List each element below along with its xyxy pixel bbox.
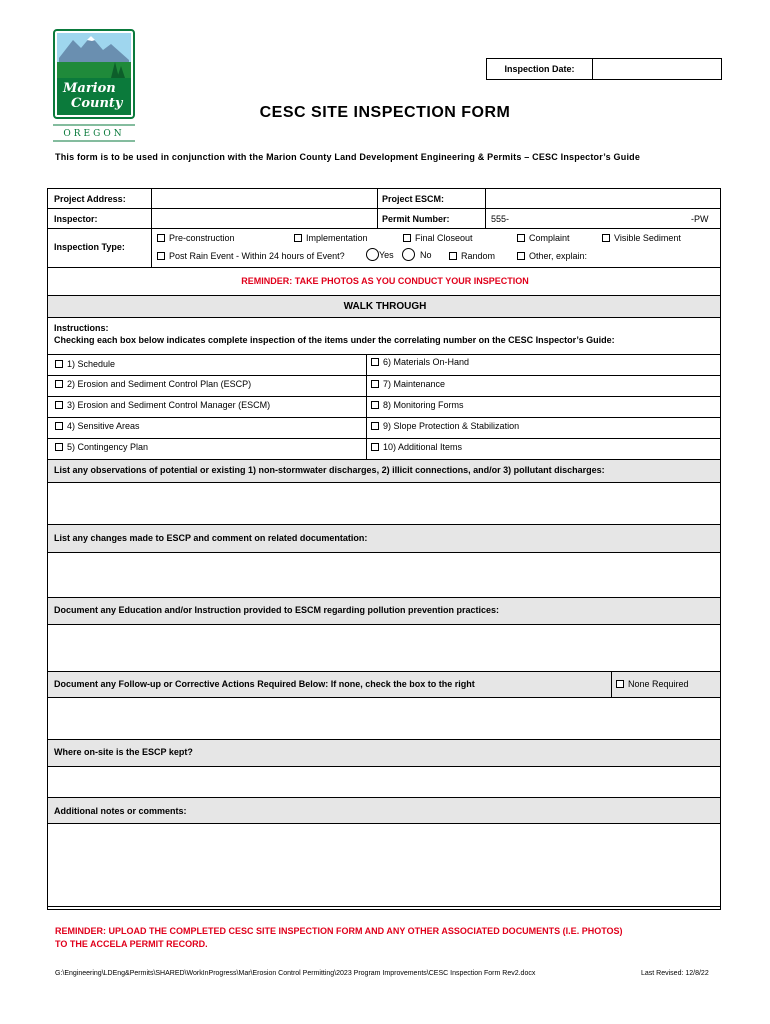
education-label: Document any Education and/or Instruction provided to ESCM regarding pollution prevention practices: [54,605,500,615]
permit-suffix: -PW [691,214,709,224]
type-implementation[interactable]: Implementation [294,233,368,243]
checkbox-icon[interactable] [55,360,63,368]
project-address-field[interactable] [152,189,377,208]
observations-label: List any observations of potential or existing 1) non-stormwater discharges, 2) illicit connections, and/or 3) pollutant discharges: [54,465,605,475]
marion-county-logo [51,28,137,146]
checkbox-icon[interactable] [371,380,379,388]
permit-prefix: 555- [491,214,510,224]
reminder-upload-line2: TO THE ACCELA PERMIT RECORD. [55,939,208,949]
checkbox-icon[interactable] [449,252,457,260]
checklist-item[interactable]: 8) Monitoring Forms [371,400,464,410]
inspection-date-label: Inspection Date: [487,59,593,79]
checklist-item[interactable]: 9) Slope Protection & Stabilization [371,421,519,431]
checkbox-icon[interactable] [157,234,165,242]
type-random[interactable]: Random [449,251,495,261]
type-post-rain[interactable]: Post Rain Event - Within 24 hours of Event? [157,251,345,261]
notes-field[interactable] [48,824,722,906]
radio-icon[interactable] [402,248,415,261]
checkbox-icon[interactable] [403,234,411,242]
svg-text:Marion: Marion [63,81,116,96]
inspector-label: Inspector: [54,214,98,224]
walk-through-heading: WALK THROUGH [343,301,427,312]
checkbox-icon[interactable] [371,443,379,451]
changes-label: List any changes made to ESCP and comment on related documentation: [54,533,368,543]
checkbox-icon[interactable] [55,422,63,430]
project-address-label: Project Address: [54,194,126,204]
post-rain-no[interactable]: No [402,248,432,261]
footer-path: G:\Engineering\LDEng&Permits\SHARED\WorkInProgress\Mar\Erosion Control Permitting\2023 Program Improvements\CESC Inspection Form Rev2.docx [55,970,536,977]
type-other[interactable]: Other, explain: [517,251,587,261]
inspection-date-field[interactable] [593,59,721,79]
escp-kept-field[interactable] [48,767,722,797]
notes-label: Additional notes or comments: [54,806,187,816]
checkbox-icon[interactable] [602,234,610,242]
checklist-item[interactable]: 10) Additional Items [371,442,462,452]
intro-text: This form is to be used in conjunction with the Marion County Land Development Engineering & Permits – CESC Inspector’s Guide [55,152,641,162]
escp-kept-label: Where on-site is the ESCP kept? [54,747,193,757]
checkbox-icon[interactable] [294,234,302,242]
checkbox-icon[interactable] [371,401,379,409]
reminder-upload-line1: REMINDER: UPLOAD THE COMPLETED CESC SITE INSPECTION FORM AND ANY OTHER ASSOCIATED DOCUMENTS (I.E. PHOTOS) [55,926,623,936]
permit-number-label: Permit Number: [382,214,450,224]
checkbox-icon[interactable] [517,252,525,260]
radio-icon[interactable] [366,248,379,261]
checkbox-icon[interactable] [55,380,63,388]
type-complaint[interactable]: Complaint [517,233,570,243]
checkbox-icon[interactable] [517,234,525,242]
inspection-form [47,188,721,910]
footer-revised: Last Revised: 12/8/22 [641,970,709,977]
checkbox-icon[interactable] [371,422,379,430]
project-escm-label: Project ESCM: [382,194,445,204]
inspector-field[interactable] [152,209,377,228]
changes-field[interactable] [48,553,722,597]
post-rain-yes[interactable]: Yes [366,248,394,261]
checklist-item[interactable]: 3) Erosion and Sediment Control Manager (ESCM) [55,400,270,410]
page-title: CESC SITE INSPECTION FORM [259,104,511,121]
checkbox-icon[interactable] [371,358,379,366]
project-escm-field[interactable] [486,189,722,208]
instructions-text: Checking each box below indicates complete inspection of the items under the correlating number on the CESC Inspector’s Guide: [54,335,615,345]
followup-label: Document any Follow-up or Corrective Actions Required Below: If none, check the box to the right [54,679,475,689]
checklist-item[interactable]: 2) Erosion and Sediment Control Plan (ESCP) [55,379,251,389]
checkbox-icon[interactable] [616,680,624,688]
checkbox-icon[interactable] [157,252,165,260]
observations-field[interactable] [48,483,722,524]
reminder-photos: REMINDER: TAKE PHOTOS AS YOU CONDUCT YOUR INSPECTION [241,276,529,286]
checklist-item[interactable]: 7) Maintenance [371,379,445,389]
checklist-item[interactable]: 4) Sensitive Areas [55,421,140,431]
checklist-item[interactable]: 1) Schedule [55,359,115,369]
education-field[interactable] [48,625,722,671]
logo-state-text: OREGON [63,129,125,139]
inspection-type-label: Inspection Type: [54,242,125,252]
checkbox-icon[interactable] [55,401,63,409]
followup-field[interactable] [48,698,722,739]
type-visible-sediment[interactable]: Visible Sediment [602,233,681,243]
checkbox-icon[interactable] [55,443,63,451]
instructions-label: Instructions: [54,323,109,333]
type-final-closeout[interactable]: Final Closeout [403,233,473,243]
checklist-item[interactable]: 5) Contingency Plan [55,442,148,452]
none-required-checkbox[interactable]: None Required [616,679,689,689]
svg-text:County: County [71,96,123,111]
inspection-date-box [486,58,722,80]
type-preconstruction[interactable]: Pre-construction [157,233,235,243]
checklist-item[interactable]: 6) Materials On-Hand [371,357,469,367]
